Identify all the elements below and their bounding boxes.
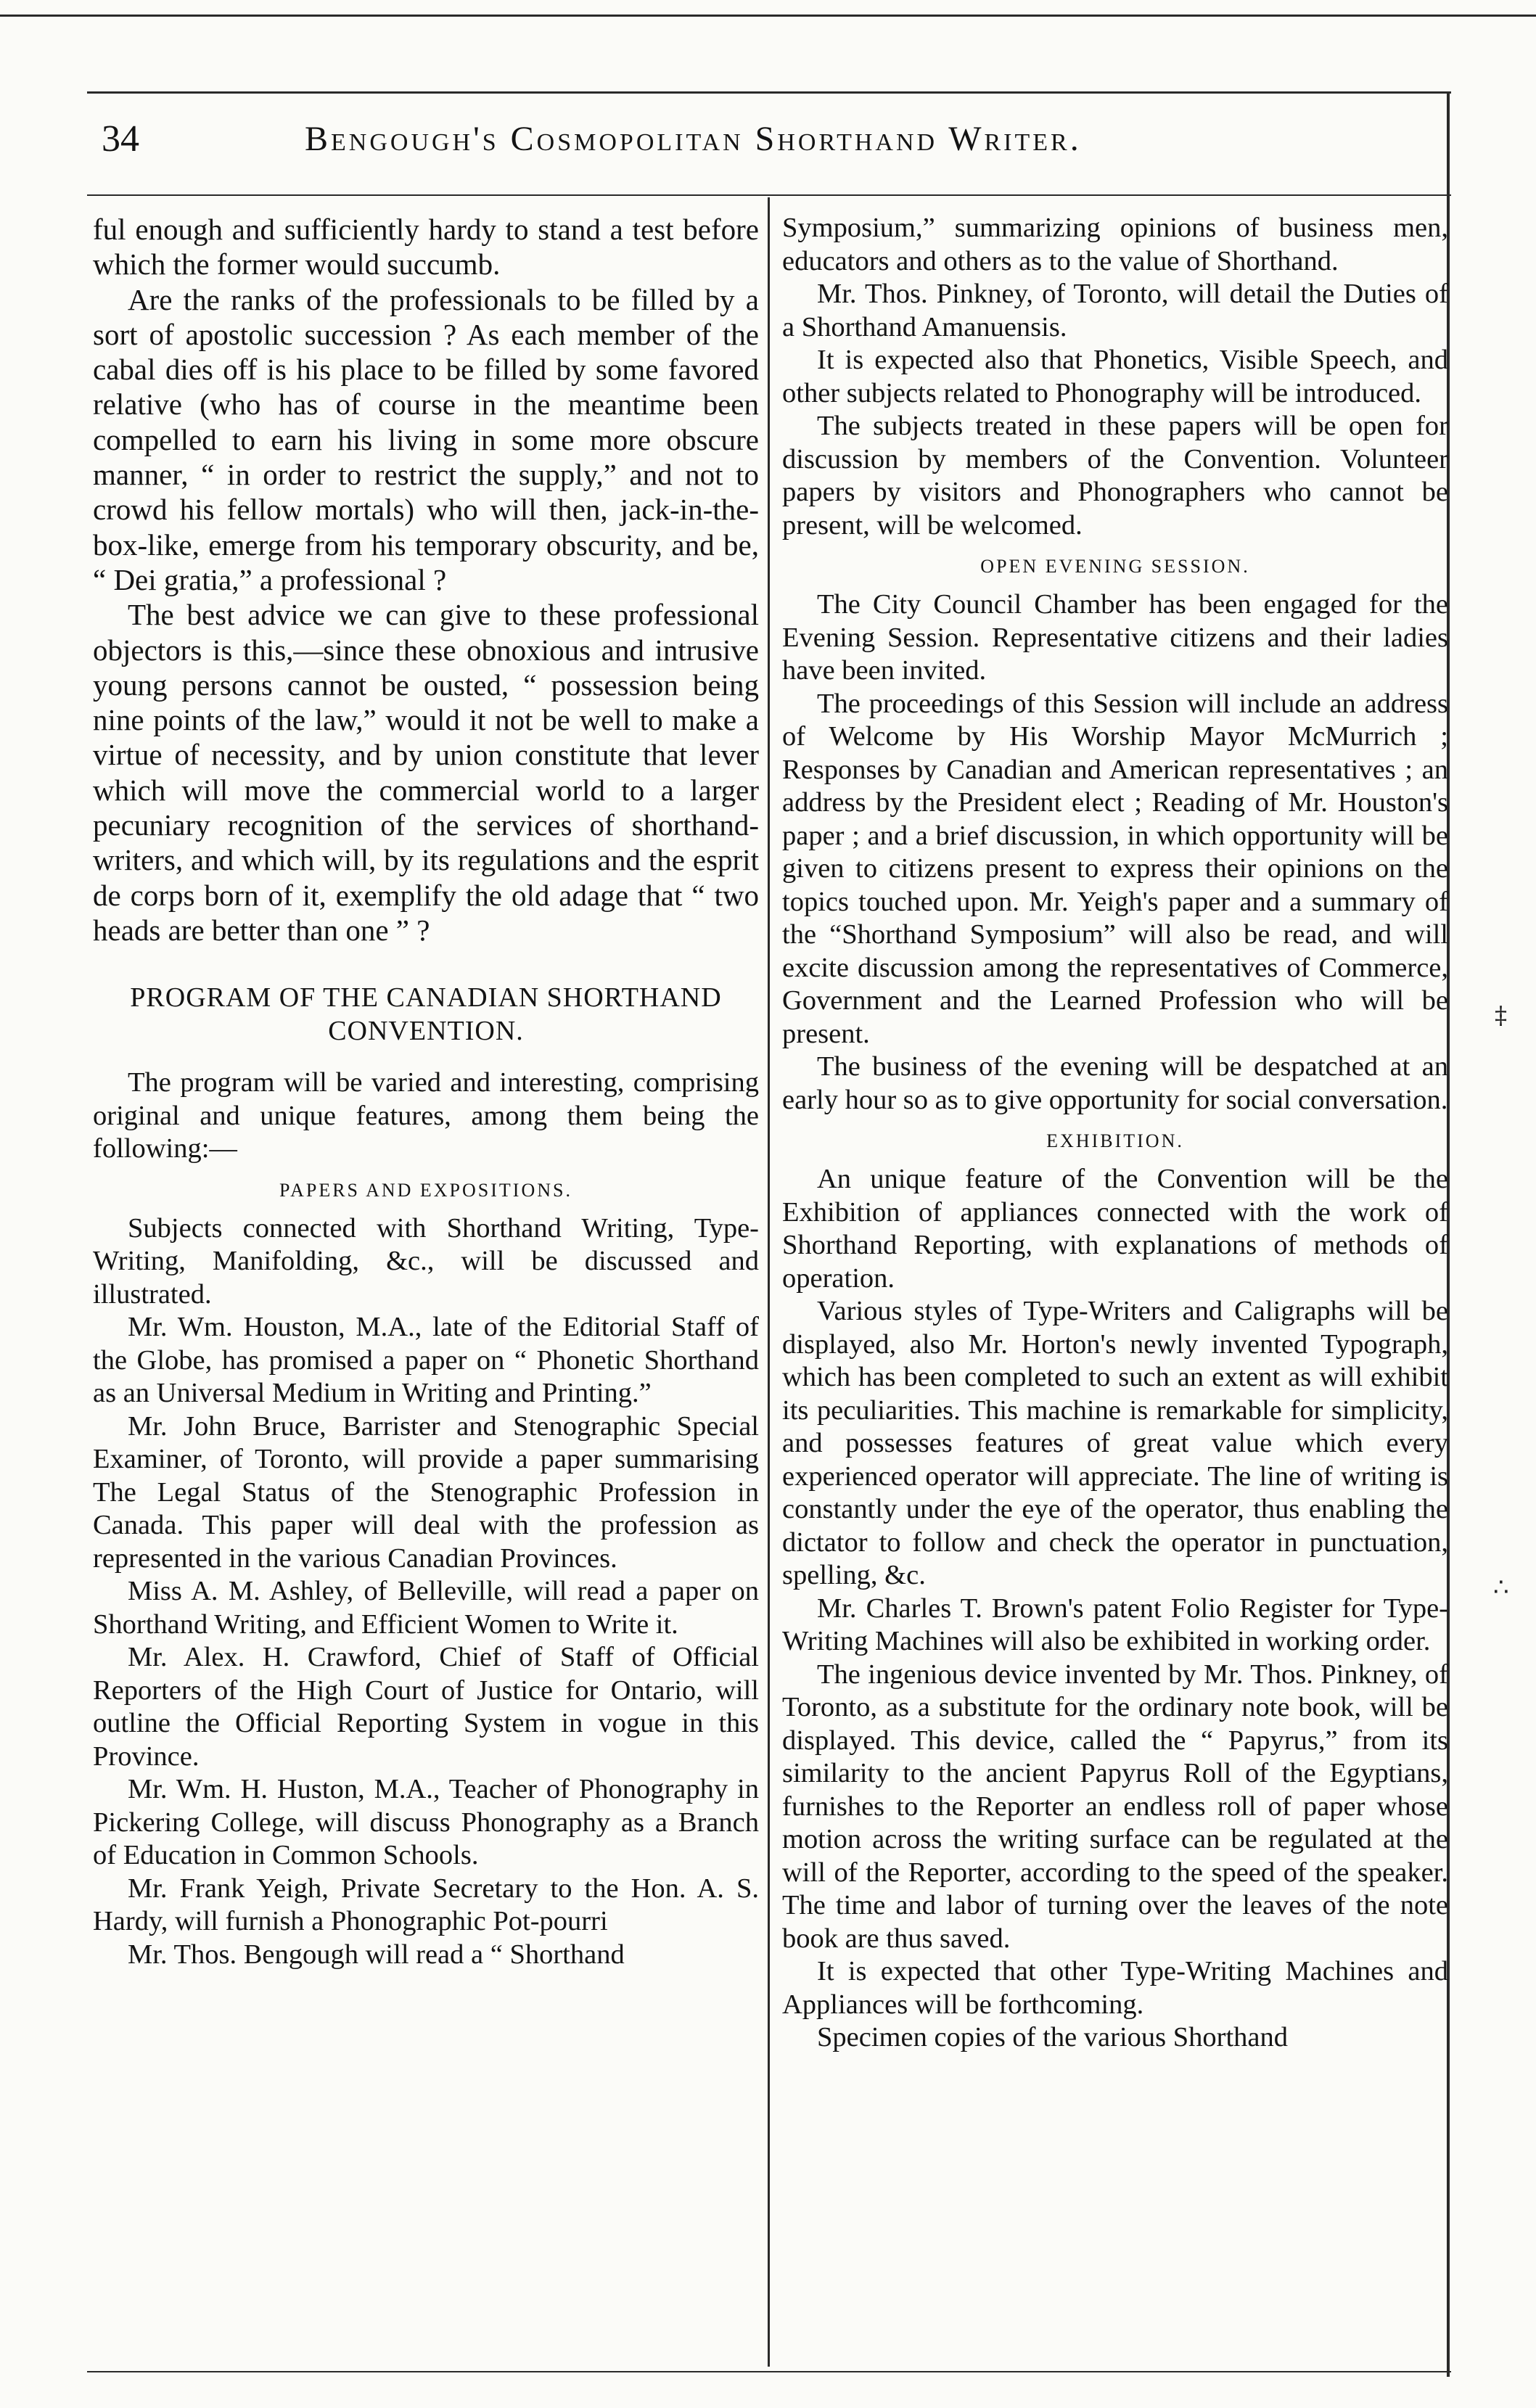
paragraph: Subjects connected with Shorthand Writing, Type-Writing, Manifolding, &c., will be discussed and illustrated. (93, 1212, 759, 1310)
subsection-heading: OPEN EVENING SESSION. (980, 556, 1250, 577)
right-column (782, 212, 1448, 2374)
paragraph: Mr. Thos. Pinkney, of Toronto, will detail the Duties of a Shorthand Amanuensis. (782, 279, 1448, 342)
margin-mark: ∴ (1493, 1573, 1509, 1602)
paragraph: It is expected also that Phonetics, Visible Speech, and other subjects related to Phonography will be introduced. (782, 345, 1448, 408)
page-number: 34 (102, 118, 139, 160)
header-top-rule (87, 91, 1451, 94)
column-divider (768, 197, 770, 2367)
margin-mark: ‡ (1495, 1001, 1507, 1030)
paragraph: An unique feature of the Convention will be the Exhibition of appliances connected with the work of Shorthand Reporting, with explanations of methods of operation. (782, 1164, 1448, 1294)
paragraph: Are the ranks of the professionals to be filled by a sort of apostolic succession ? As each member of the cabal dies off is his place to be filled by some favored relative (who has of course in the meantime been compelled to earn his living in some more obscure manner, “ in order to restrict the supply,” and not to crowd his fellow mortals) who will then, jack-in-the-box-like, emerge from his temporary obscurity, and be, “ Dei gratia,” a professional ? (93, 282, 759, 596)
paragraph: The best advice we can give to these professional objectors is this,—since these obnoxious and intrusive young persons cannot be ousted, “ possession being nine points of the law,” would it not be well to make a virtue of necessity, and by union constitute that lever which will move the commercial world to a larger pecuniary recognition of the services of shorthand-writers, and which will, by its regulations and the esprit de corps born of it, exemplify the old adage that “ two heads are better than one ” ? (93, 598, 759, 947)
paragraph: The City Council Chamber has been engaged for the Evening Session. Representative citizens and their ladies have been invited. (782, 589, 1448, 686)
paragraph: Various styles of Type-Writers and Caligraphs will be displayed, also Mr. Horton's newly invented Typograph, which has been completed to such an extent as will exhibit its peculiarities. This machine is remarkable for simplicity, and possesses features of great value which every experienced operator will appreciate. The line of writing is constantly under the eye of the operator, thus enabling the dictator to follow and check the operator in punctuation, spelling, &c. (782, 1296, 1448, 1590)
paragraph: Specimen copies of the various Shorthand (817, 2022, 1289, 2052)
paragraph: The subjects treated in these papers will be open for discussion by members of the Convention. Volunteer papers by visitors and Phonographers who cannot be present, will be welcomed. (782, 411, 1448, 541)
page-header (87, 109, 1451, 174)
paragraph: The business of the evening will be despatched at an early hour so as to give opportunity for social conversation. (782, 1051, 1448, 1115)
paragraph: Mr. Wm. H. Huston, M.A., Teacher of Phonography in Pickering College, will discuss Phonography as a Branch of Education in Common Schools. (93, 1774, 759, 1871)
subsection-heading: PAPERS AND EXPOSITIONS. (279, 1179, 572, 1201)
header-bottom-rule (87, 194, 1451, 196)
paragraph: The proceedings of this Session will include an address of Welcome by His Worship Mayor McMurrich ; Responses by Canadian and American representatives ; an address by the President elect ; Reading of Mr. Houston's paper ; and a brief discussion, in which opportunity will be given to citizens present to express their opinions on the topics touched upon. Mr. Yeigh's paper and a summary of the “Shorthand Symposium” will also be read, and will excite discussion among the representatives of Commerce, Government and the Learned Profession who will be present. (782, 688, 1448, 1049)
section-heading: PROGRAM OF THE CANADIAN SHORTHAND CONVENTION. (130, 982, 722, 1047)
paragraph: It is expected that other Type-Writing Machines and Appliances will be forthcoming. (782, 1956, 1448, 2020)
paragraph: Mr. Thos. Bengough will read a “ Shorthand (128, 1939, 625, 1970)
left-column (93, 212, 759, 2374)
paragraph: The program will be varied and interesting, comprising original and unique features, among them being the following:— (93, 1067, 759, 1164)
subsection-heading: EXHIBITION. (1046, 1130, 1184, 1151)
paragraph: Symposium,” summarizing opinions of business men, educators and others as to the value of Shorthand. (782, 213, 1448, 276)
top-edge-rule (0, 15, 1536, 17)
paragraph: Mr. John Bruce, Barrister and Stenographic Special Examiner, of Toronto, will provide a paper summarising The Legal Status of the Stenographic Profession in Canada. This paper will deal with the profession as represented in the various Canadian Provinces. (93, 1410, 759, 1574)
paragraph: Miss A. M. Ashley, of Belleville, will read a paper on Shorthand Writing, and Efficient Women to Write it. (93, 1576, 759, 1640)
paragraph: Mr. Wm. Houston, M.A., late of the Editorial Staff of the Globe, has promised a paper on “ Phonetic Shorthand as an Universal Medium in Writing and Printing.” (93, 1312, 759, 1409)
paragraph: ful enough and sufficiently hardy to stand a test before which the former would succumb. (93, 213, 759, 282)
running-title: Bengough's Cosmopolitan Shorthand Writer. (305, 120, 1082, 158)
paragraph: Mr. Frank Yeigh, Private Secretary to the Hon. A. S. Hardy, will furnish a Phonographic Pot-pourri (93, 1873, 759, 1937)
paragraph: Mr. Alex. H. Crawford, Chief of Staff of Official Reporters of the High Court of Justice for Ontario, will outline the Official Reporting System in vogue in this Province. (93, 1642, 759, 1772)
paragraph: Mr. Charles T. Brown's patent Folio Register for Type-Writing Machines will also be exhibited in working order. (782, 1593, 1448, 1656)
paragraph: The ingenious device invented by Mr. Thos. Pinkney, of Toronto, as a substitute for the ordinary note book, will be displayed. This device, called the “ Papyrus,” from its similarity to the ancient Papyrus Roll of the Egyptians, furnishes to the Reporter an endless roll of paper whose motion across the writing surface can be regulated at the will of the Reporter, according to the speed of the speaker. The time and labor of turning over the leaves of the note book are thus saved. (782, 1659, 1448, 1954)
